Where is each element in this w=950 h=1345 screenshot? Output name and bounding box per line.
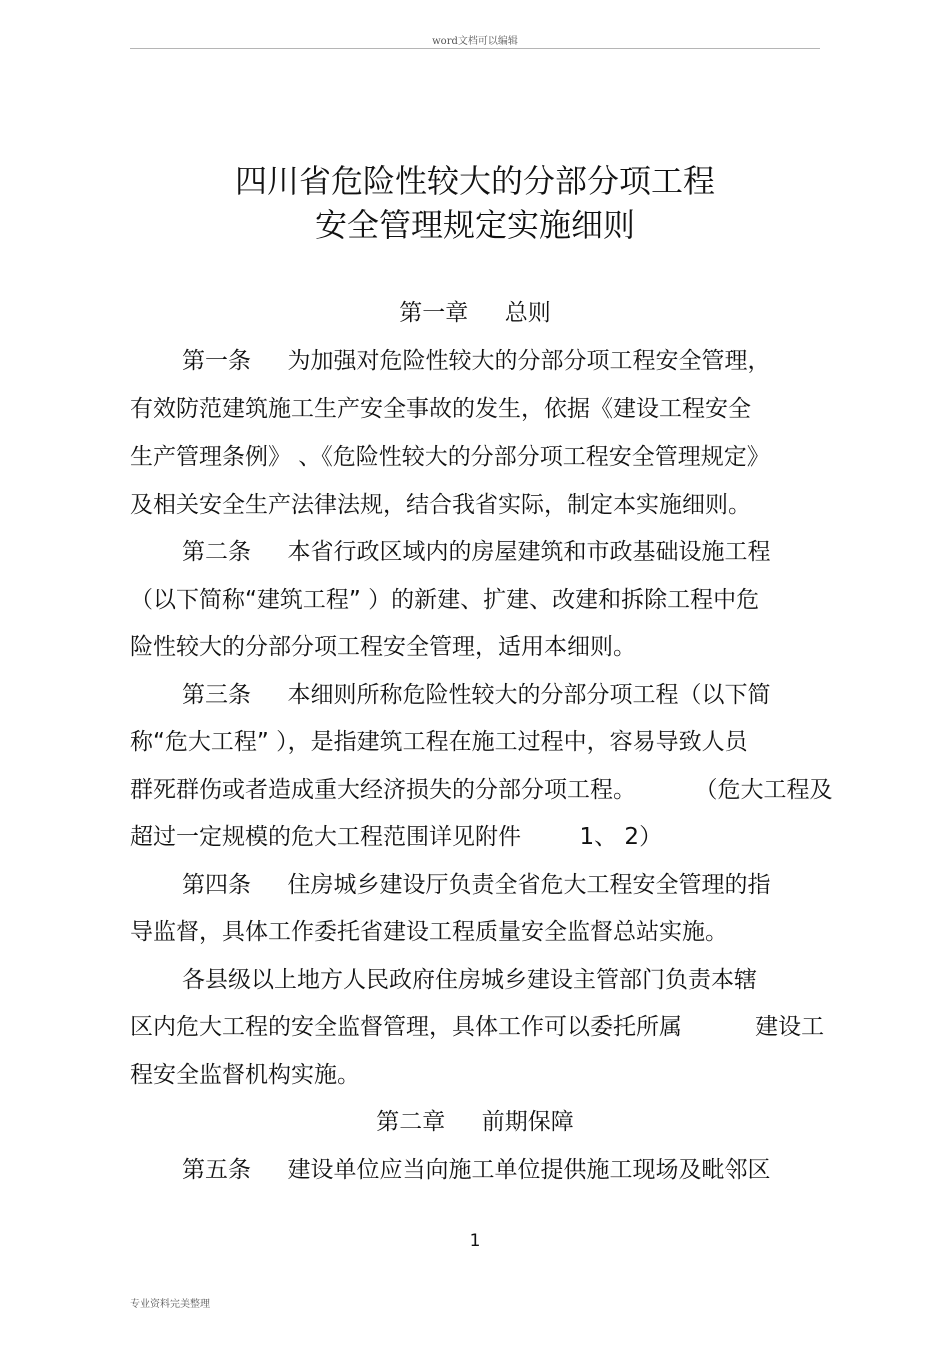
document-title-line-2: 安全管理规定实施细则 — [314, 206, 635, 244]
article-2-line-2: （以下简称“建筑工程” ）的新建、扩建、改建和拆除工程中危 — [130, 587, 760, 613]
article-2-line-3: 险性较大的分部分项工程安全管理，适用本细则。 — [130, 634, 636, 660]
article-5-line-1: 第五条 建设单位应当向施工单位提供施工现场及毗邻区 — [182, 1157, 771, 1183]
page-number: 1 — [469, 1231, 481, 1251]
article-1-line-3: 生产管理条例》 、《危险性较大的分部分项工程安全管理规定》 — [130, 444, 770, 470]
article-4-line-1: 第四条 住房城乡建设厅负责全省危大工程安全管理的指 — [182, 872, 771, 898]
article-3-line-3: 群死群伤或者造成重大经济损失的分部分项工程。 （危大工程及 — [130, 777, 833, 803]
page-footer: 专业资料完美整理 — [130, 1299, 210, 1310]
document-title-line-1: 四川省危险性较大的分部分项工程 — [234, 162, 715, 200]
article-4-line-2: 导监督，具体工作委托省建设工程质量安全监督总站实施。 — [130, 919, 728, 945]
article-1-line-1: 第一条 为加强对危险性较大的分部分项工程安全管理， — [182, 348, 771, 374]
page-header: word文档可以编辑 — [432, 36, 518, 47]
chapter-heading-2: 第二章 前期保障 — [376, 1109, 574, 1135]
article-3-line-1: 第三条 本细则所称危险性较大的分部分项工程（以下简 — [182, 682, 771, 708]
header-divider — [130, 48, 820, 49]
article-4-para2-line-2: 区内危大工程的安全监督管理，具体工作可以委托所属 建设工 — [130, 1014, 825, 1040]
article-1-line-2: 有效防范建筑施工生产安全事故的发生，依据《建设工程安全 — [130, 396, 751, 422]
article-3-line-4: 超过一定规模的危大工程范围详见附件 1、 2） — [130, 824, 663, 850]
article-2-line-1: 第二条 本省行政区域内的房屋建筑和市政基础设施工程 — [182, 539, 771, 565]
chapter-heading-1: 第一章 总则 — [399, 300, 551, 326]
article-1-line-4: 及相关安全生产法律法规，结合我省实际，制定本实施细则。 — [130, 492, 751, 518]
article-4-para2-line-3: 程安全监督机构实施。 — [130, 1062, 360, 1088]
article-4-para2-line-1: 各县级以上地方人民政府住房城乡建设主管部门负责本辖 — [182, 967, 757, 993]
article-3-line-2: 称“危大工程” ），是指建筑工程在施工过程中，容易导致人员 — [130, 729, 748, 755]
